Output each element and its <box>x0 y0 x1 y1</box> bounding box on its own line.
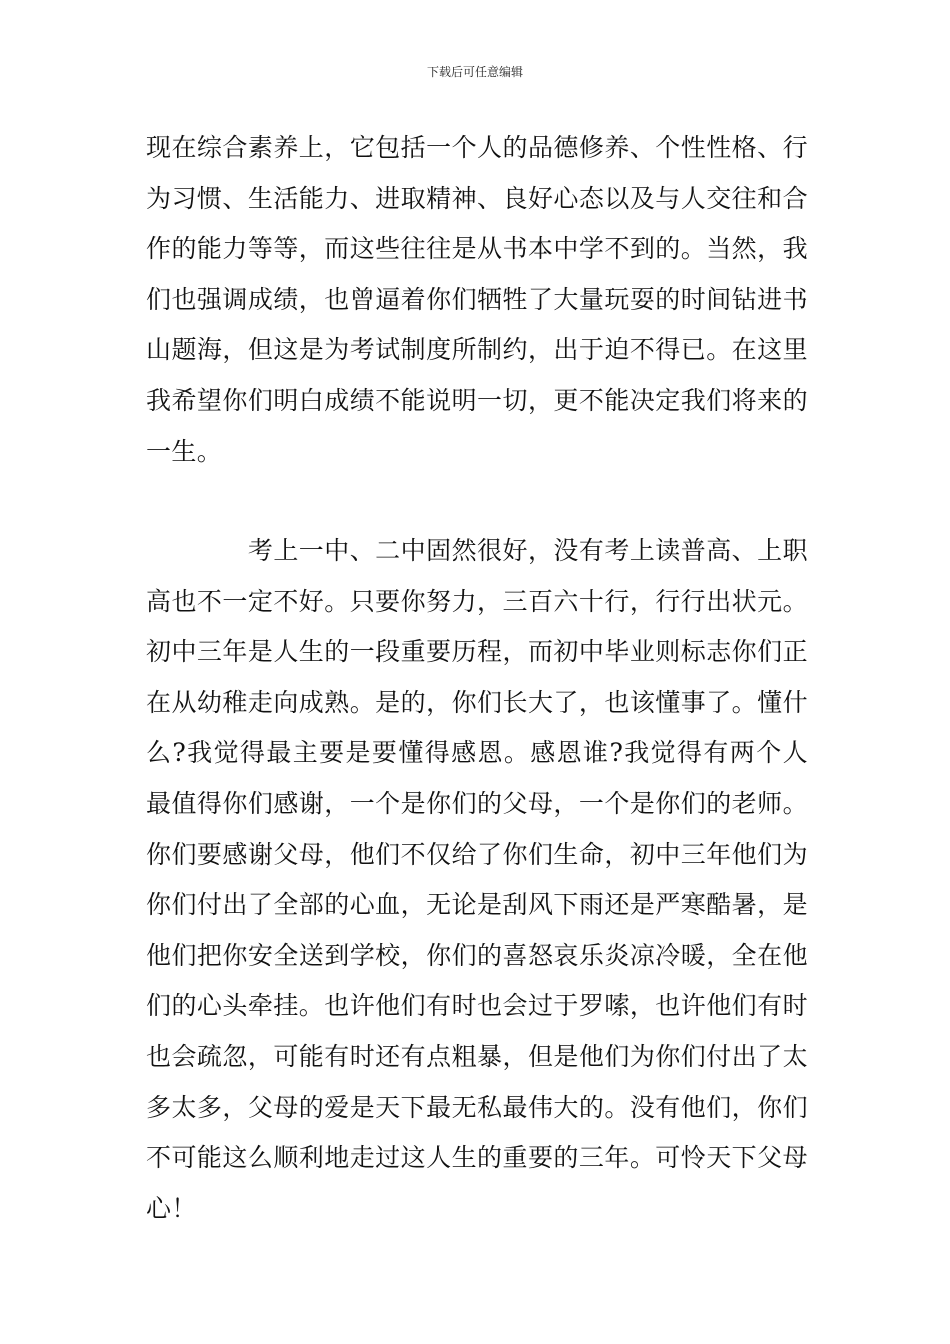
body-paragraph-1: 现在综合素养上，它包括一个人的品德修养、个性性格、行为习惯、生活能力、进取精神、良好心态以及与人交往和合作的能力等等，而这些往往是从书本中学不到的。当然，我们也强调成绩，也曾逼着你们牺牲了大量玩耍的时间钻进书山题海，但这是为考试制度所制约，出于迫不得已。在这里我希望你们明白成绩不能说明一切，更不能决定我们将来的一生。 <box>146 133 808 466</box>
page-header: 下载后可任意编辑 <box>426 65 523 79</box>
body-paragraph-2: 考上一中、二中固然很好，没有考上读普高、上职高也不一定不好。只要你努力，三百六十行，行行出状元。 初中三年是人生的一段重要历程，而初中毕业则标志你们正在从幼稚走向成熟。是的，你们长大了，也该懂事了。懂什么?我觉得最主要是要懂得感恩。感恩谁?我觉得有两个人最值得你们感谢，一个是你们的父母，一个是你们的老师。你们要感谢父母，他们不仅给了你们生命，初中三年他们为你们付出了全部的心血，无论是刮风下雨还是严寒酷暑，是他们把你安全送到学校，你们的喜怒哀乐炎凉冷暖，全在他们的心头牵挂。也许他们有时也会过于罗嗦，也许他们有时也会疏忽，可能有时还有点粗暴，但是他们为你们付出了太多太多，父母的爱是天下最无私最伟大的。没有他们，你们不可能这么顺利地走过这人生的重要的三年。可怜天下父母心！ <box>146 536 808 1223</box>
